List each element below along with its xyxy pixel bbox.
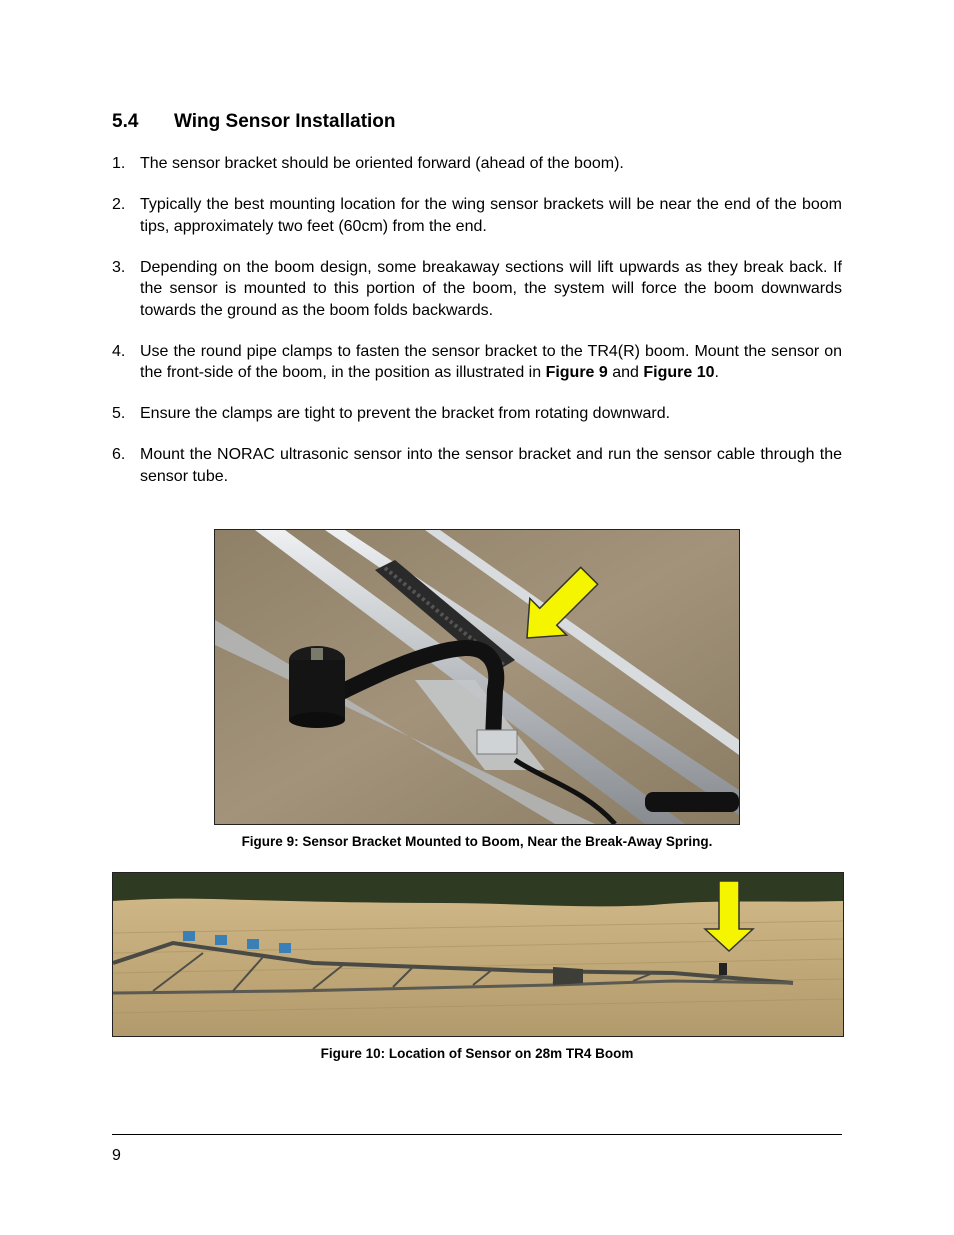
figure-9-caption: Figure 9: Sensor Bracket Mounted to Boom, Near the Break-Away Spring.: [241, 834, 713, 849]
step-text: [140, 343, 842, 382]
step-text: Depending on the boom design, some breakaway sections will lift upwards as they break back. If the sensor is mounted to this portion of the boom, the system will force the boom downwards towards the ground as the boom folds backwards.: [140, 258, 842, 319]
page-number: 9: [112, 1147, 121, 1164]
step-text: Mount the NORAC ultrasonic sensor into the sensor bracket and run the sensor cable through the sensor tube.: [140, 446, 842, 485]
step-item: [112, 194, 842, 237]
figure-9-photo: [214, 529, 740, 825]
figure-9-reference: Figure 9: [545, 364, 608, 381]
footer-rule: [112, 1134, 842, 1135]
step-text-part: .: [714, 364, 719, 381]
boom-closeup-illustration: [215, 530, 739, 824]
step-item: [112, 444, 842, 487]
step-text-part: Use the round pipe clamps to fasten the sensor bracket to the TR4(R) boom. Mount the sensor on the front-side of the boom, in the position as illustrated in: [140, 342, 842, 381]
step-item: [112, 403, 842, 425]
pipe-clamp: [477, 730, 517, 754]
ultrasonic-sensor: [289, 646, 345, 728]
step-item: [112, 341, 842, 384]
step-text: Ensure the clamps are tight to prevent the bracket from rotating downward.: [140, 405, 671, 422]
step-text: The sensor bracket should be oriented forward (ahead of the boom).: [140, 155, 624, 172]
section-heading: [112, 111, 396, 133]
step-number: 4.: [112, 342, 126, 360]
field-boom-illustration: [113, 873, 843, 1036]
boom-fitting: [645, 792, 739, 812]
installation-steps: [112, 153, 842, 507]
step-item: [112, 153, 842, 175]
step-item: [112, 257, 842, 322]
step-number: 6.: [112, 446, 126, 463]
figure-10-caption: Figure 10: Location of Sensor on 28m TR4 Boom: [320, 1046, 634, 1061]
step-number: 2.: [112, 196, 126, 213]
step-number: 5.: [112, 405, 126, 422]
step-number: 1.: [112, 155, 126, 172]
figure-10-reference: Figure 10: [643, 364, 715, 381]
figure-10-photo: [112, 872, 844, 1037]
step-text-part: and: [607, 364, 644, 381]
section-title: Wing Sensor Installation: [174, 111, 396, 132]
section-number: 5.4: [112, 111, 139, 132]
step-number: 3.: [112, 258, 126, 276]
wing-sensor: [719, 963, 727, 975]
step-text: Typically the best mounting location for the wing sensor brackets will be near the end of the boom tips, approximately two feet (60cm) from the end.: [140, 196, 842, 235]
